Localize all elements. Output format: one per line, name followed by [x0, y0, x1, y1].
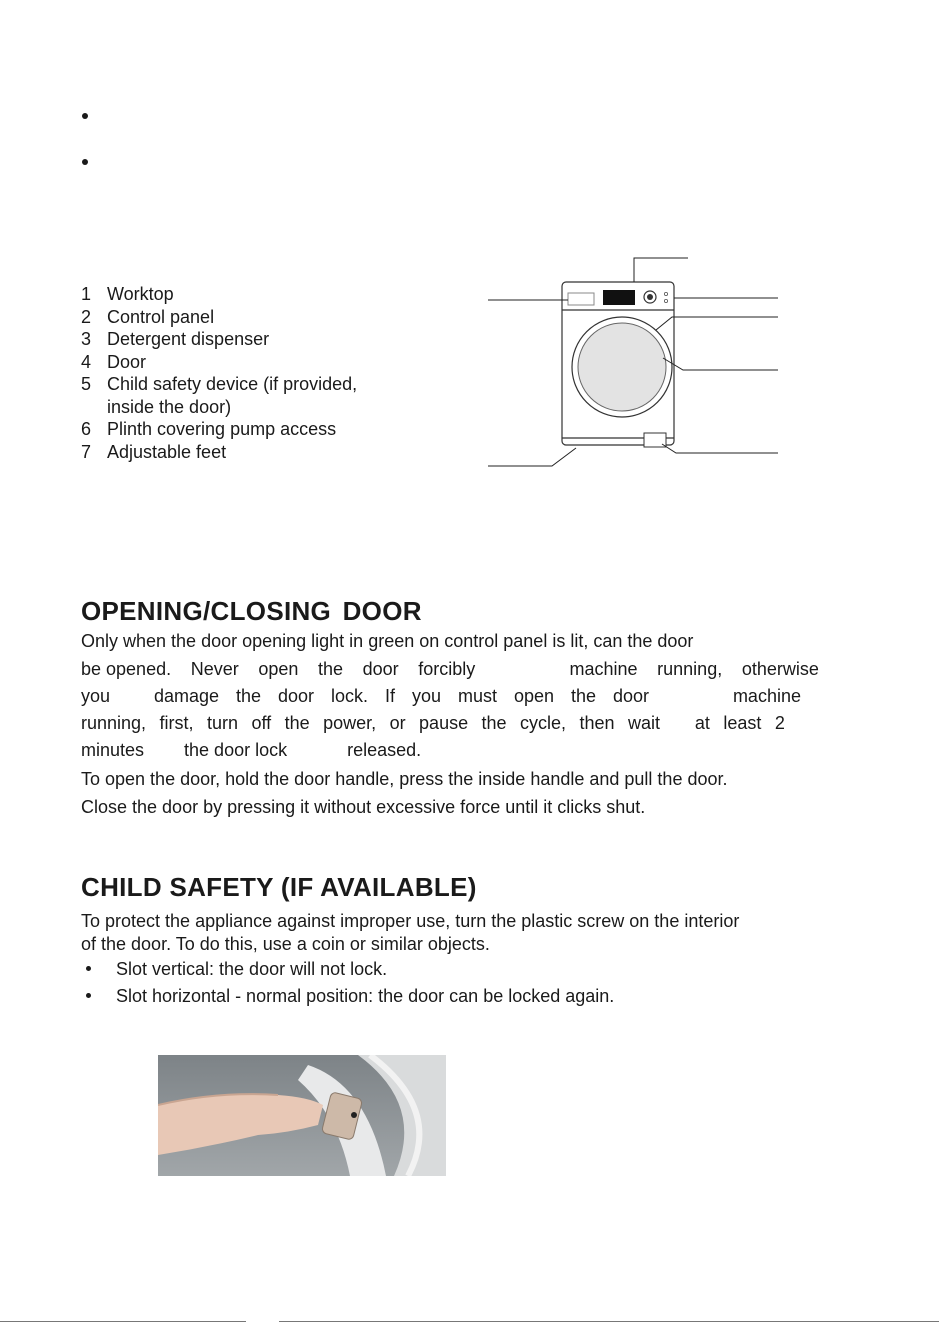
button-icon [664, 299, 667, 302]
list-item: Slot vertical: the door will not lock. [116, 959, 388, 979]
list-item: 7 Adjustable feet [81, 441, 227, 462]
list-item: Slot horizontal - normal position: the door can be locked again. [116, 986, 615, 1006]
callout-line-child-safety [663, 358, 778, 370]
list-item-continuation: inside the door) [107, 396, 232, 417]
paragraph-line: running, first, turn off the power, or pause the cycle, then wait at least 2 [81, 713, 785, 733]
door-glass [578, 323, 666, 411]
program-knob-center [647, 294, 653, 300]
screw-slot-icon [351, 1112, 357, 1118]
washing-machine-diagram [480, 250, 790, 480]
list-item: 3 Detergent dispenser [81, 329, 270, 349]
list-item: 1 Worktop [81, 284, 174, 304]
paragraph-line: To open the door, hold the door handle, press the inside handle and pull the door. [81, 769, 728, 789]
button-icon [664, 292, 667, 295]
list-item: 6 Plinth covering pump access [81, 419, 337, 439]
paragraph-line: be opened. Never open the door forcibly machine running, otherwise [81, 659, 819, 679]
bullet-dot [86, 993, 91, 998]
paragraph-line: Only when the door opening light in green on control panel is lit, can the door [81, 631, 694, 651]
paragraph-line: Close the door by pressing it without excessive force until it clicks shut. [81, 797, 646, 817]
section-heading-child-safety: CHILD SAFETY (IF AVAILABLE) [81, 872, 477, 902]
paragraph-line: minutes the door lock released. [81, 740, 422, 760]
section-heading-opening: OPENING/CLOSING DOOR [81, 596, 422, 626]
paragraph-line: of the door. To do this, use a coin or similar objects. [81, 934, 490, 954]
display-panel [603, 290, 635, 305]
bullet-dot [82, 159, 88, 165]
parts-list [81, 283, 357, 463]
footer-divider [0, 1321, 246, 1322]
detergent-drawer [568, 293, 594, 305]
paragraph-line: you damage the door lock. If you must open the door machine [81, 686, 801, 706]
callout-line-feet [488, 448, 576, 466]
list-item: 2 Control panel [81, 306, 215, 327]
child-safety-photo [158, 1055, 446, 1176]
bullet-dot [86, 966, 91, 971]
footer-divider [279, 1321, 939, 1322]
list-item: 4 Door [81, 351, 147, 372]
bullet-dot [82, 113, 88, 119]
list-item: 5 Child safety device (if provided, [81, 374, 358, 394]
callout-line-plinth [662, 444, 778, 453]
callout-line-worktop [634, 258, 688, 282]
paragraph-line: To protect the appliance against improper use, turn the plastic screw on the interior [81, 911, 740, 931]
